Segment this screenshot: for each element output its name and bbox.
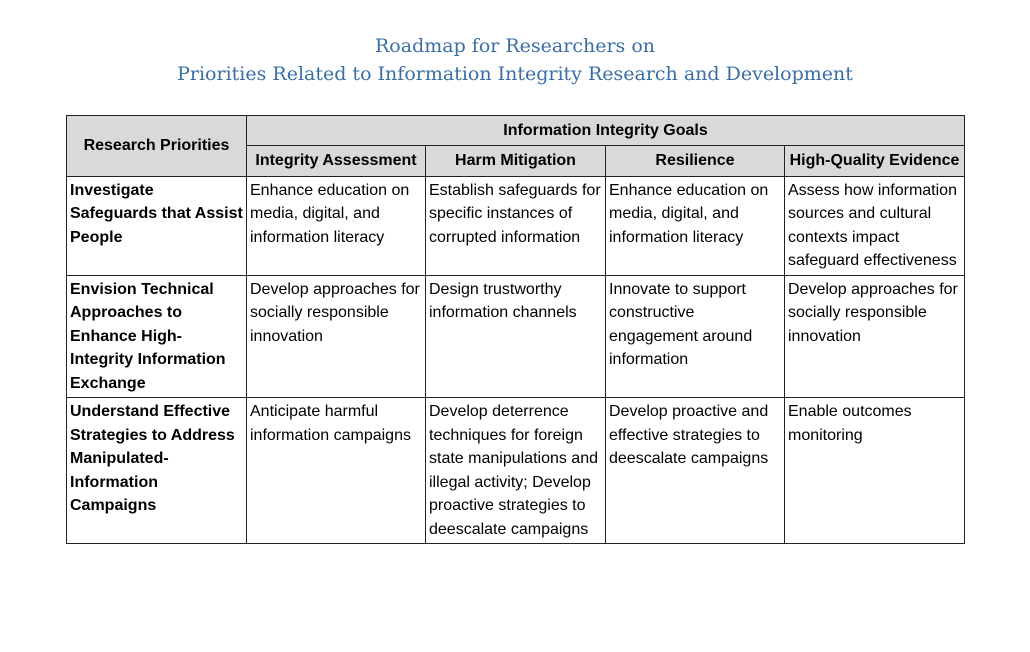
- table-cell: Develop deterrence techniques for foreign state manipulations and illegal activity; Develop proactive strategies to deescalate campaigns: [426, 398, 606, 544]
- table-cell: Develop approaches for socially responsible innovation: [785, 275, 965, 398]
- row-priority-cell: Understand Effective Strategies to Address Manipulated-Information Campaigns: [67, 398, 247, 544]
- table-cell: Design trustworthy information channels: [426, 275, 606, 398]
- column-header-high-quality-evidence: High-Quality Evidence: [785, 146, 965, 177]
- column-header-harm-mitigation: Harm Mitigation: [426, 146, 606, 177]
- table-row: [67, 176, 965, 275]
- column-header-resilience: Resilience: [606, 146, 785, 177]
- table-cell: Innovate to support constructive engagement around information: [606, 275, 785, 398]
- roadmap-table: [66, 115, 965, 544]
- row-priority-cell: Envision Technical Approaches to Enhance High-Integrity Information Exchange: [67, 275, 247, 398]
- table-cell: Anticipate harmful information campaigns: [247, 398, 426, 544]
- table-row: [67, 398, 965, 544]
- goals-group-header: Information Integrity Goals: [247, 116, 965, 146]
- column-header-integrity-assessment: Integrity Assessment: [247, 146, 426, 177]
- title-line-2: Priorities Related to Information Integrity Research and Development: [177, 63, 853, 85]
- table-cell: Develop proactive and effective strategies to deescalate campaigns: [606, 398, 785, 544]
- table-cell: Develop approaches for socially responsible innovation: [247, 275, 426, 398]
- page-title: [0, 32, 1030, 88]
- row-priority-cell: Investigate Safeguards that Assist People: [67, 176, 247, 275]
- table-cell: Enhance education on media, digital, and information literacy: [606, 176, 785, 275]
- table-cell: Assess how information sources and cultural contexts impact safeguard effectiveness: [785, 176, 965, 275]
- table-cell: Enhance education on media, digital, and information literacy: [247, 176, 426, 275]
- table-row: [67, 275, 965, 398]
- title-line-1: Roadmap for Researchers on: [375, 35, 655, 57]
- table-cell: Enable outcomes monitoring: [785, 398, 965, 544]
- research-priorities-header: Research Priorities: [67, 116, 247, 177]
- table-cell: Establish safeguards for specific instances of corrupted information: [426, 176, 606, 275]
